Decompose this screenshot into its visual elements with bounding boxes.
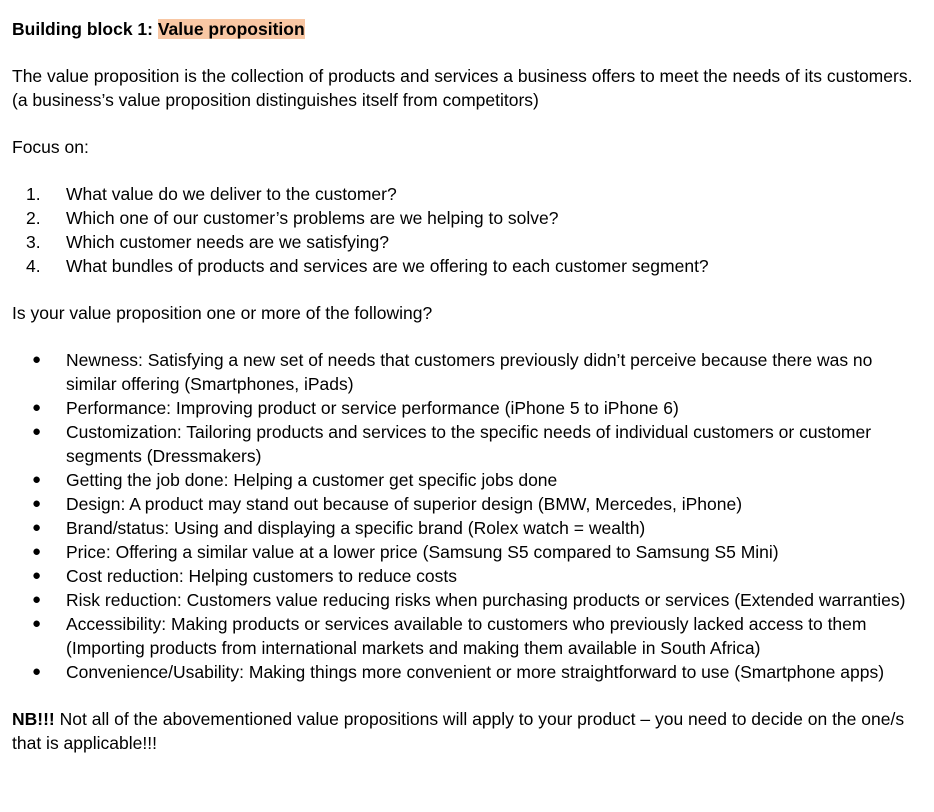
bullet-icon: ● [32,543,42,560]
spacer [12,41,922,64]
focus-item-text: What bundles of products and services are we offering to each customer segment? [66,256,709,276]
focus-item-number: 4. [26,256,41,276]
list-item-text: Price: Offering a similar value at a lower price (Samsung S5 compared to Samsung S5 Mini) [66,542,779,562]
bullet-icon: ● [32,399,42,416]
list-item [12,420,922,468]
spacer [12,684,922,707]
bullet-icon: ● [32,519,42,536]
bullet-icon: ● [32,495,42,512]
list-item [12,348,922,396]
question-paragraph: Is your value proposition one or more of the following? [12,303,433,323]
bullet-icon: ● [32,423,42,440]
value-proposition-list [12,348,922,684]
focus-item-text: Which customer needs are we satisfying? [66,232,389,252]
list-item [12,588,922,612]
bullet-icon: ● [32,351,42,368]
focus-item-number: 3. [26,232,41,252]
list-item [12,540,922,564]
list-item-text: Newness: Satisfying a new set of needs that customers previously didn’t perceive because there was no similar offering (Smartphones, iPads) [66,350,873,394]
section-heading [12,17,922,41]
focus-item-text: Which one of our customer’s problems are we helping to solve? [66,208,559,228]
bullet-icon: ● [32,591,42,608]
list-item [12,516,922,540]
list-item [12,468,922,492]
focus-list [12,182,922,278]
list-item-text: Brand/status: Using and displaying a specific brand (Rolex watch = wealth) [66,518,646,538]
intro-paragraph: The value proposition is the collection of products and services a business offers to meet the needs of its customers. (a business’s value proposition distinguishes itself from competitors) [12,66,913,110]
bullet-icon: ● [32,663,42,680]
bullet-icon: ● [32,567,42,584]
focus-item-text: What value do we deliver to the customer? [66,184,397,204]
list-item-text: Getting the job done: Helping a customer get specific jobs done [66,470,558,490]
bullet-icon: ● [32,615,42,632]
heading-prefix: Building block 1: [12,19,158,39]
spacer [12,159,922,182]
list-item [12,612,922,660]
focus-item [12,254,922,278]
focus-item [12,206,922,230]
list-item [12,564,922,588]
list-item-text: Customization: Tailoring products and services to the specific needs of individual customers or customer segments (Dressmakers) [66,422,872,466]
note-paragraph [12,707,922,755]
bullet-icon: ● [32,471,42,488]
spacer [12,325,922,348]
heading-highlight: Value proposition [157,19,305,39]
list-item-text: Convenience/Usability: Making things more convenient or more straightforward to use (Smartphone apps) [66,662,885,682]
list-item-text: Performance: Improving product or service performance (iPhone 5 to iPhone 6) [66,398,679,418]
focus-item-number: 2. [26,208,41,228]
list-item-text: Cost reduction: Helping customers to reduce costs [66,566,458,586]
list-item-text: Risk reduction: Customers value reducing risks when purchasing products or services (Extended warranties) [66,590,906,610]
list-item-text: Accessibility: Making products or services available to customers who previously lacked access to them (Importing products from international markets and making them available in South Africa) [66,614,867,658]
list-item [12,660,922,684]
focus-item [12,182,922,206]
spacer [12,112,922,135]
focus-item-number: 1. [26,184,41,204]
note-label: NB!!! [12,709,55,729]
list-item [12,396,922,420]
note-text: Not all of the abovementioned value propositions will apply to your product – you need to decide on the one/s that is applicable!!! [12,709,905,753]
focus-item [12,230,922,254]
list-item-text: Design: A product may stand out because of superior design (BMW, Mercedes, iPhone) [66,494,743,514]
spacer [12,278,922,301]
list-item [12,492,922,516]
focus-label: Focus on: [12,137,89,157]
